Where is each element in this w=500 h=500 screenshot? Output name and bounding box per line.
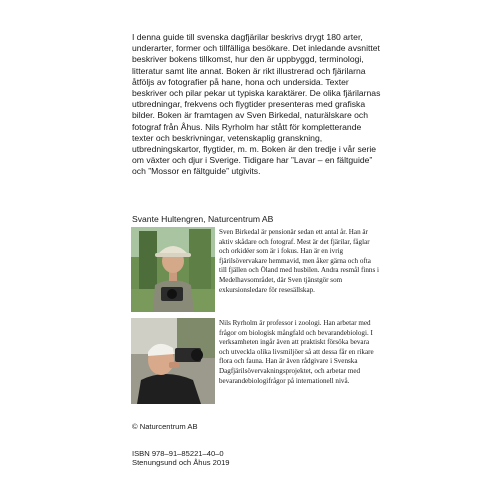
author-bio-nils-ryrholm: Nils Ryrholm är professor i zoologi. Han arbetar med frågor om biologisk mångfald och bevarandebiologi. I verksamheten ingår även att praktiskt försöka bevara och utveckla olika livsmiljöer så att dessa får en rikare flora och fauna. Han är även rådgivare i Svenska Dagfjärilsövervakningsprojektet, och arbetar med bevarandebiologifrågor på internationell nivå. [219, 319, 374, 385]
author-bio-sven-birkedal: Sven Birkedal är pensionär sedan ett antal år. Han är aktiv skådare och fotograf. Mest är det fjärilar, fåglar och orkidéer som är i fokus. Han är en ivrig fjärilsövervakare hemmavid, men åker gärna och ofta till fjällen och Öland med husbilen. Andra resmål finns i Medelhavsområdet, där Sven tjänstgör som exkursionsledare för resesällskap. [219, 228, 379, 294]
author-photo-nils-ryrholm [131, 318, 215, 404]
intro-paragraph: I denna guide till svenska dagfjärilar beskrivs drygt 180 arter, underarter, former och tillfälliga besökare. Det inledande avsnittet beskriver bokens tillkomst, hur den är uppbyggd, terminologi, litteratur samt lite annat. Boken är rikt illustrerad och fjärilarna åtföljs av fotografier på hane, hona och undersida. Texter beskriver och pilar pekar ut typiska karaktärer. De olika fjärilarnas utbredningar, frekvens och flygtider presenteras med grafiska bilder. Boken är framtagen av Sven Birkedal, naturälskare och fotograf från Åhus. Nils Ryrholm har stått för kompletterande texter och beskrivningar, vetenskaplig granskning, utbredningskartor, flygtider, m. m. Boken är den tredje i vår serie om växter och djur i Sverige. Tidigare har ”Lavar – en fältguide” och ”Mossor en fältguide” utgivits. [132, 32, 381, 177]
signature: Svante Hultengren, Naturcentrum AB [132, 214, 274, 224]
publication-place-year: Stenungsund och Åhus 2019 [132, 458, 230, 467]
copyright-notice: © Naturcentrum AB [132, 422, 198, 431]
isbn: ISBN 978–91–85221–40–0 [132, 449, 224, 458]
author-photo-sven-birkedal [131, 227, 215, 312]
